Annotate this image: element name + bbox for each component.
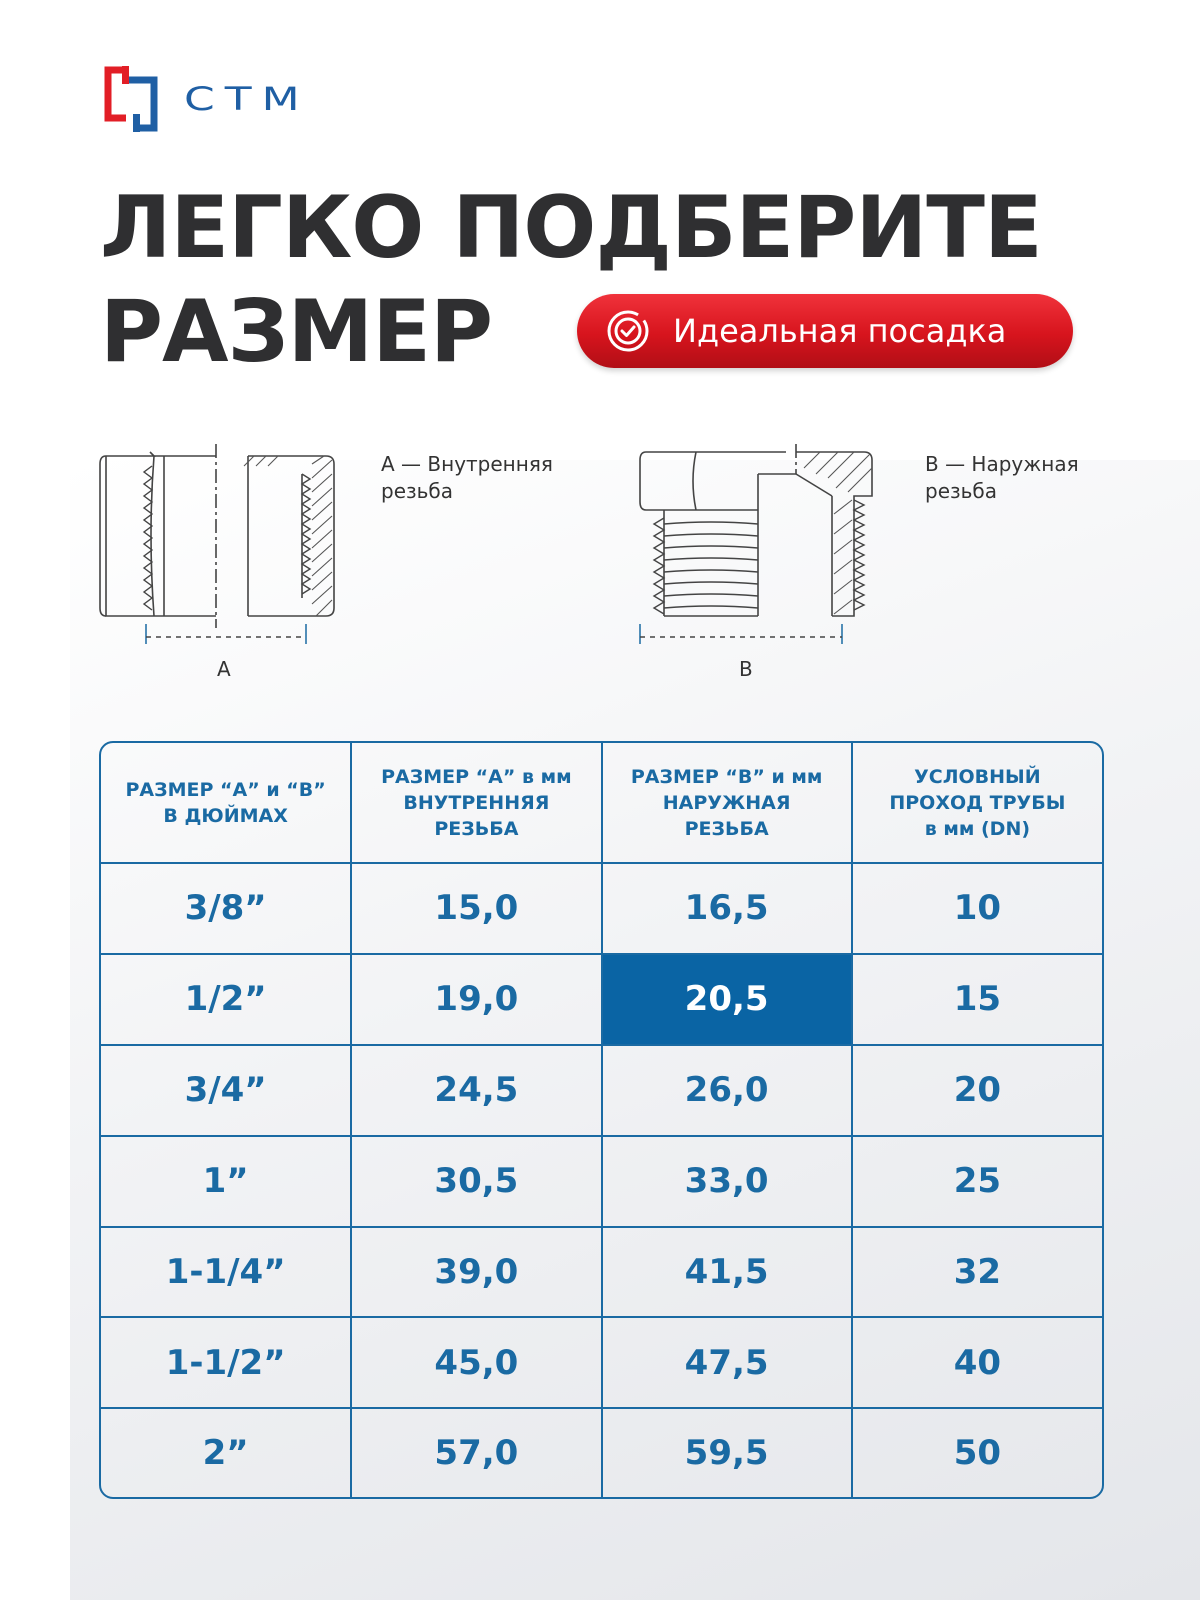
table-row [101, 954, 1102, 1045]
internal-thread-diagram [98, 444, 348, 684]
header-internal-mm [351, 743, 601, 863]
table-row [101, 1317, 1102, 1408]
internal-thread-mm-cell: 15,0 [351, 863, 601, 954]
header-dn [852, 743, 1102, 863]
brand-logo [100, 66, 310, 132]
external-thread-caption-line2: резьба [925, 479, 998, 503]
nominal-diameter-cell: 20 [852, 1045, 1102, 1136]
size-inches-cell: 3/4” [101, 1045, 351, 1136]
header-dn-line1: УСЛОВНЫЙ [914, 765, 1041, 788]
nominal-diameter-cell: 25 [852, 1136, 1102, 1227]
size-inches-cell: 1-1/4” [101, 1227, 351, 1318]
internal-thread-mm-cell: 24,5 [351, 1045, 601, 1136]
page-title-line1: ЛЕГКО ПОДБЕРИТЕ [100, 178, 1042, 278]
external-thread-mm-cell: 33,0 [602, 1136, 852, 1227]
header-internal-mm-line2: ВНУТРЕННЯЯ [403, 791, 550, 814]
internal-thread-mm-cell: 30,5 [351, 1136, 601, 1227]
header-dn-line3: в мм (DN) [924, 817, 1031, 840]
external-thread-mm-cell: 59,5 [602, 1408, 852, 1497]
table-row [101, 863, 1102, 954]
nominal-diameter-cell: 40 [852, 1317, 1102, 1408]
size-inches-cell: 1” [101, 1136, 351, 1227]
size-inches-cell: 3/8” [101, 863, 351, 954]
header-internal-mm-line3: РЕЗЬБА [434, 817, 519, 840]
internal-thread-caption-line1: А — Внутренняя [381, 452, 553, 476]
brand-name: СТМ [184, 80, 310, 118]
header-dn-line2: ПРОХОД ТРУБЫ [889, 791, 1066, 814]
external-thread-mm-cell: 20,5 [602, 954, 852, 1045]
external-thread-caption-line1: В — Наружная [925, 452, 1079, 476]
header-inches [101, 743, 351, 863]
table-row [101, 1045, 1102, 1136]
nominal-diameter-cell: 15 [852, 954, 1102, 1045]
dimension-label-b: В [739, 657, 753, 681]
internal-thread-mm-cell: 39,0 [351, 1227, 601, 1318]
table-row [101, 1408, 1102, 1497]
size-inches-cell: 1/2” [101, 954, 351, 1045]
header-external-mm-line1: РАЗМЕР “В” и мм [630, 765, 823, 788]
external-thread-mm-cell: 47,5 [602, 1317, 852, 1408]
header-inches-line1: РАЗМЕР “А” и “В” [125, 778, 326, 801]
external-thread-mm-cell: 16,5 [602, 863, 852, 954]
header-external-mm [602, 743, 852, 863]
external-thread-caption [925, 451, 1079, 505]
table-row [101, 1136, 1102, 1227]
header-external-mm-line2: НАРУЖНАЯ [662, 791, 791, 814]
size-table-grid [101, 743, 1102, 1497]
internal-thread-mm-cell: 57,0 [351, 1408, 601, 1497]
badge-label: Идеальная посадка [673, 312, 1007, 350]
internal-thread-drawing [98, 444, 348, 684]
nominal-diameter-cell: 10 [852, 863, 1102, 954]
table-header-row [101, 743, 1102, 863]
internal-thread-caption [381, 451, 553, 505]
stm-bracket-logo-icon [100, 66, 162, 132]
internal-thread-mm-cell: 45,0 [351, 1317, 601, 1408]
external-thread-drawing [636, 444, 886, 684]
size-inches-cell: 2” [101, 1408, 351, 1497]
header-internal-mm-line1: РАЗМЕР “А” в мм [381, 765, 572, 788]
external-thread-mm-cell: 41,5 [602, 1227, 852, 1318]
header-inches-line2: В ДЮЙМАХ [163, 804, 288, 827]
check-circle-icon [605, 308, 651, 354]
internal-thread-mm-cell: 19,0 [351, 954, 601, 1045]
table-body [101, 863, 1102, 1497]
table-row [101, 1227, 1102, 1318]
dimension-label-a: А [217, 657, 231, 681]
page-title-line2: РАЗМЕР [100, 282, 493, 382]
nominal-diameter-cell: 32 [852, 1227, 1102, 1318]
header-external-mm-line3: РЕЗЬБА [684, 817, 769, 840]
nominal-diameter-cell: 50 [953, 1433, 1002, 1474]
size-inches-cell: 1-1/2” [101, 1317, 351, 1408]
internal-thread-caption-line2: резьба [381, 479, 454, 503]
size-table [99, 741, 1104, 1499]
perfect-fit-badge [577, 294, 1073, 368]
external-thread-mm-cell: 26,0 [602, 1045, 852, 1136]
external-thread-diagram [636, 444, 886, 684]
